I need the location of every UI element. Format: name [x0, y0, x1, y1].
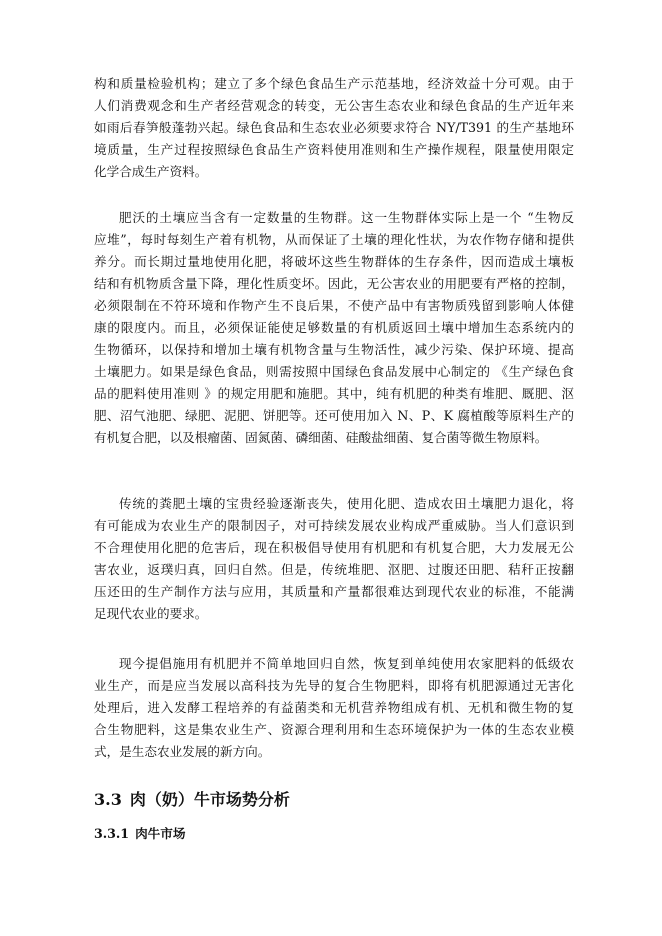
paragraph-line: 害农业，返璞归真，回归自然。但是，传统堆肥、沤肥、过腹还田肥、秸秆正按翻	[94, 562, 574, 577]
subsection-heading	[94, 824, 185, 844]
section-title: 肉（奶）牛市场势分析	[129, 790, 290, 809]
paragraph-line: 肥、沼气池肥、绿肥、泥肥、饼肥等。还可使用加入 N、P、K 腐植酸等原料生产的	[94, 408, 574, 423]
paragraph-1	[94, 73, 574, 183]
section-heading	[94, 789, 290, 811]
paragraph-line: 有机复合肥，以及根瘤菌、固氮菌、磷细菌、硅酸盐细菌、复合菌等微生物原料。	[94, 430, 548, 445]
paragraph-line: 业生产，而是应当发展以高科技为先导的复合生物肥料，即将有机肥源通过无害化	[94, 678, 574, 693]
paragraph-line: 品的肥料使用准则 》的规定用肥和施肥。其中，纯有机肥的种类有堆肥、厩肥、沤	[94, 386, 574, 401]
paragraph-4	[94, 653, 574, 763]
paragraph-line: 有可能成为农业生产的限制因子，对可持续发展农业构成严重威胁。当人们意识到	[94, 518, 574, 533]
paragraph-line: 人们消费观念和生产者经营观念的转变，无公害生态农业和绿色食品的生产近年来	[94, 98, 574, 113]
paragraph-line: 现今提倡施用有机肥并不简单地回归自然，恢复到单纯使用农家肥料的低级农	[119, 656, 574, 671]
paragraph-line: 结和有机物质含量下降，理化性质变坏。因此，无公害农业的用肥要有严格的控制，	[94, 276, 574, 291]
paragraph-line: 处理后，进入发酵工程培养的有益菌类和无机营养物组成有机、无机和微生物的复	[94, 700, 574, 715]
paragraph-line: 如雨后春笋般蓬勃兴起。绿色食品和生态农业必须要求符合 NY/T391 的生产基地环	[94, 120, 574, 135]
paragraph-line: 肥沃的土壤应当含有一定数量的生物群。这一生物群体实际上是一个 “生物反	[119, 210, 574, 225]
paragraph-line: 生物循环，以保持和增加土壤有机物含量与生物活性，减少污染、保护环境、提高	[94, 342, 574, 357]
paragraph-line: 必须限制在不符环境和作物产生不良后果，不使产品中有害物质残留到影响人体健	[94, 298, 574, 313]
subsection-title: 肉牛市场	[135, 826, 186, 841]
paragraph-line: 应堆”，每时每刻生产着有机物，从而保证了土壤的理化性状，为农作物存储和提供	[94, 232, 574, 247]
subsection-number: 3.3.1	[94, 826, 130, 841]
paragraph-line: 土壤肥力。如果是绿色食品，则需按照中国绿色食品发展中心制定的 《生产绿色食	[94, 364, 574, 379]
paragraph-line: 传统的粪肥土壤的宝贵经验逐渐丧失，使用化肥、造成农田土壤肥力退化，将	[119, 496, 574, 511]
paragraph-line: 化学合成生产资料。	[94, 164, 208, 179]
paragraph-line: 式，是生态农业发展的新方向。	[94, 744, 271, 759]
section-number: 3.3	[94, 790, 122, 809]
paragraph-line: 构和质量检验机构；建立了多个绿色食品生产示范基地，经济效益十分可观。由于	[94, 76, 574, 91]
paragraph-line: 合生物肥料，这是集农业生产、资源合理利用和生态环境保护为一体的生态农业模	[94, 722, 574, 737]
paragraph-line: 境质量，生产过程按照绿色食品生产资料使用准则和生产操作规程，限量使用限定	[94, 142, 574, 157]
paragraph-line: 不合理使用化肥的危害后，现在积极倡导使用有机肥和有机复合肥，大力发展无公	[94, 540, 574, 555]
paragraph-line: 压还田的生产制作方法与应用，其质量和产量都很难达到现代农业的标准，不能满	[94, 584, 574, 599]
paragraph-2	[94, 207, 574, 449]
paragraph-line: 康的限度内。而且，必须保证能使足够数量的有机质返回土壤中增加生态系统内的	[94, 320, 574, 335]
paragraph-3	[94, 493, 574, 625]
paragraph-line: 养分。而长期过量地使用化肥，将破坏这些生物群体的生存条件，因而造成土壤板	[94, 254, 574, 269]
paragraph-line: 足现代农业的要求。	[94, 606, 208, 621]
